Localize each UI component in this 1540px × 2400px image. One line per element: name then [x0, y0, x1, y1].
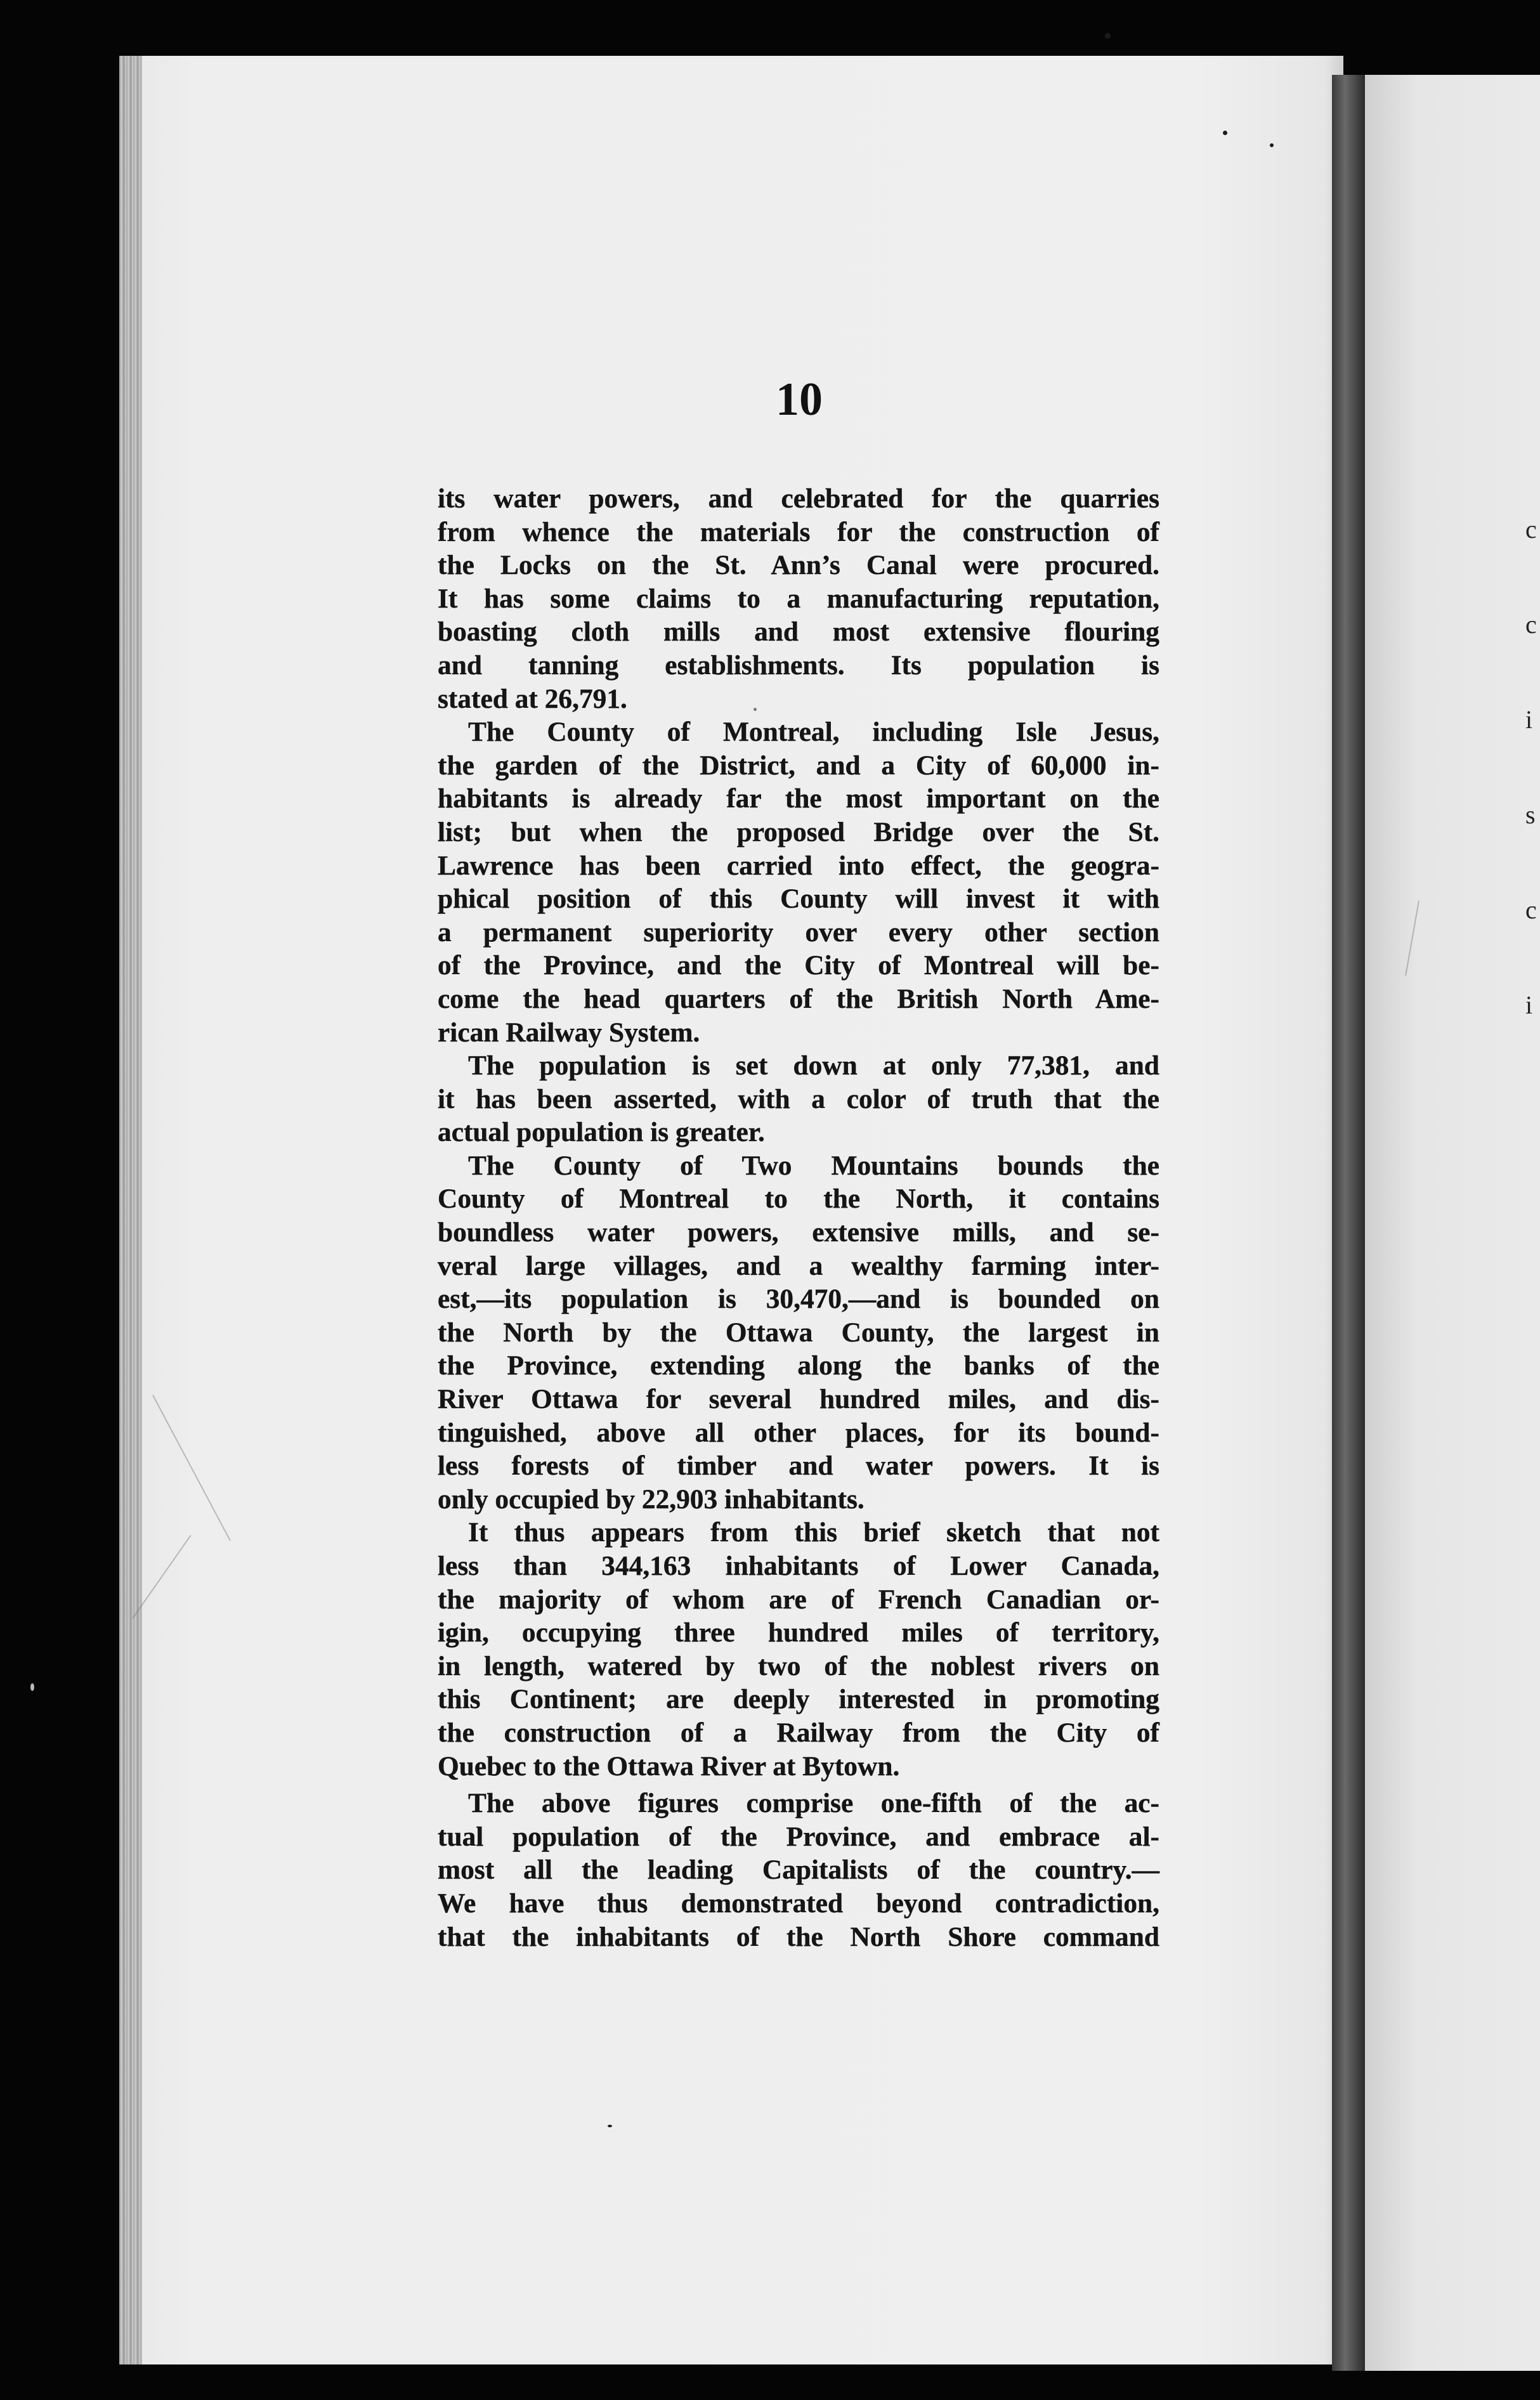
- dust-speck: [1223, 131, 1227, 135]
- page-number: 10: [776, 374, 823, 426]
- text-line: a permanent superiority over every other section: [438, 916, 1159, 948]
- text-line: est,—its population is 30,470,—and is bounded on: [438, 1284, 1159, 1315]
- text-line: come the head quarters of the British North Ame-: [438, 983, 1159, 1014]
- facing-page-text-fragments: c c i s c i: [1525, 515, 1537, 1019]
- body-text: [438, 482, 1159, 1953]
- dust-speck: [608, 2125, 612, 2127]
- text-line: the majority of whom are of French Canadian or-: [438, 1584, 1159, 1615]
- text-line: from whence the materials for the construction of: [438, 516, 1159, 547]
- text-line: Quebec to the Ottawa River at Bytown.: [438, 1751, 900, 1782]
- text-line: actual population is greater.: [438, 1117, 765, 1148]
- text-line: the Locks on the St. Ann’s Canal were procured.: [438, 550, 1159, 581]
- text-line: the Province, extending along the banks of the: [438, 1350, 1159, 1381]
- text-line: rican Railway System.: [438, 1017, 700, 1048]
- text-line: We have thus demonstrated beyond contradiction,: [438, 1888, 1159, 1919]
- text-line: it has been asserted, with a color of truth that the: [438, 1083, 1159, 1114]
- text-line: most all the leading Capitalists of the country.—: [438, 1855, 1159, 1886]
- page-edge-stack: [119, 56, 142, 2364]
- text-line: veral large villages, and a wealthy farming inter-: [438, 1250, 1159, 1281]
- text-line: stated at 26,791.: [438, 683, 627, 714]
- text-line: less forests of timber and water powers. It is: [438, 1451, 1159, 1482]
- text-line: less than 344,163 inhabitants of Lower Canada,: [438, 1551, 1159, 1581]
- text-line: boasting cloth mills and most extensive flouring: [438, 616, 1159, 648]
- book-gutter: [1332, 75, 1365, 2371]
- text-line: this Continent; are deeply interested in promoting: [438, 1684, 1159, 1715]
- text-line: Lawrence has been carried into effect, the geogra-: [438, 850, 1159, 881]
- text-line: phical position of this County will invest it with: [438, 884, 1159, 915]
- text-line: in length, watered by two of the noblest rivers on: [438, 1650, 1159, 1681]
- text-line: boundless water powers, extensive mills, and se-: [438, 1217, 1159, 1248]
- text-line: list; but when the proposed Bridge over the St.: [438, 816, 1159, 847]
- text-line: only occupied by 22,903 inhabitants.: [438, 1484, 865, 1515]
- text-line: of the Province, and the City of Montreal will be-: [438, 950, 1159, 981]
- text-line: River Ottawa for several hundred miles, and dis-: [438, 1384, 1159, 1415]
- text-line: the garden of the District, and a City of 60,000 in-: [438, 750, 1159, 781]
- text-line: and tanning establishments. Its population is: [438, 649, 1159, 681]
- text-line: tinguished, above all other places, for its bound-: [438, 1417, 1159, 1448]
- text-line: County of Montreal to the North, it contains: [438, 1184, 1159, 1215]
- text-line: It thus appears from this brief sketch that not: [468, 1517, 1159, 1548]
- text-line: that the inhabitants of the North Shore command: [438, 1921, 1159, 1952]
- text-line: the North by the Ottawa County, the largest in: [438, 1317, 1159, 1348]
- dust-speck: [1270, 143, 1274, 147]
- text-line: The County of Montreal, including Isle Jesus,: [468, 717, 1159, 748]
- text-line: habitants is already far the most important on the: [438, 783, 1159, 814]
- text-line: It has some claims to a manufacturing reputation,: [438, 583, 1159, 614]
- facing-page: [1365, 75, 1540, 2371]
- text-line: The population is set down at only 77,381, and: [468, 1050, 1159, 1081]
- text-line: tual population of the Province, and embrace al-: [438, 1821, 1159, 1852]
- text-line: The above figures comprise one-fifth of the ac-: [468, 1788, 1159, 1819]
- text-line: The County of Two Mountains bounds the: [468, 1150, 1159, 1181]
- text-line: its water powers, and celebrated for the quarries: [438, 483, 1159, 514]
- text-line: the construction of a Railway from the City of: [438, 1717, 1159, 1748]
- dust-speck: [30, 1683, 34, 1691]
- text-line: igin, occupying three hundred miles of territory,: [438, 1617, 1159, 1648]
- dust-speck: [1105, 33, 1111, 39]
